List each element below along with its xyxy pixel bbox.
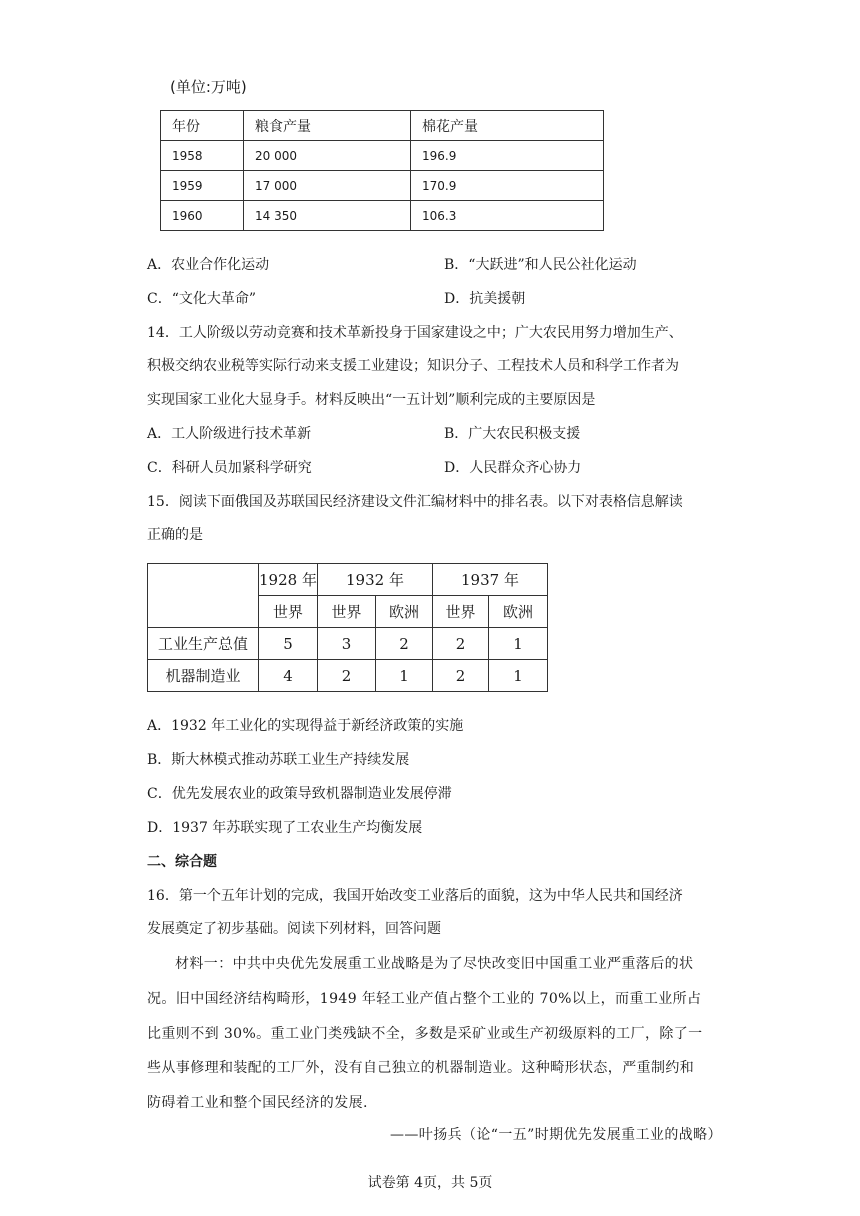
- q15-line: 15．阅读下面俄国及苏联国民经济建设文件汇编材料中的排名表。以下对表格信息解读: [147, 494, 683, 510]
- table-cell: 2: [376, 628, 433, 660]
- table-cell: 1: [489, 628, 548, 660]
- row-label: 机器制造业: [148, 660, 259, 692]
- table-cell: 3: [318, 628, 376, 660]
- table-row: [161, 201, 604, 231]
- material-line: 防碍着工业和整个国民经济的发展.: [147, 1095, 368, 1111]
- table-cell: 2: [318, 660, 376, 692]
- table-header-row: [148, 564, 548, 596]
- table-subheader-cell: 世界: [318, 596, 376, 628]
- material-source: ——叶扬兵（论“一五”时期优先发展重工业的战略）: [390, 1127, 722, 1143]
- q14-option-a: A．工人阶级进行技术革新: [147, 426, 312, 442]
- q15-line: 正确的是: [147, 527, 203, 543]
- table-cell: 4: [259, 660, 318, 692]
- table-header-cell: 年份: [161, 111, 244, 141]
- table-row: [161, 141, 604, 171]
- table-subheader-cell: 世界: [259, 596, 318, 628]
- q13-option-b: B．“大跃进”和人民公社化运动: [444, 257, 637, 273]
- q14-option-d: D．人民群众齐心协力: [444, 460, 582, 476]
- table-cell: 2: [433, 628, 489, 660]
- table-cell: 2: [433, 660, 489, 692]
- table-cell: 1960: [161, 201, 244, 231]
- table-header-cell: 粮食产量: [244, 111, 411, 141]
- row-label: 工业生产总值: [148, 628, 259, 660]
- table-row: [148, 660, 548, 692]
- table-subheader-cell: 世界: [433, 596, 489, 628]
- table-cell: 1: [489, 660, 548, 692]
- table-cell: 1958: [161, 141, 244, 171]
- q15-option-d: D．1937 年苏联实现了工农业生产均衡发展: [147, 820, 423, 836]
- q15-option-b: B．斯大林模式推动苏联工业生产持续发展: [147, 752, 410, 768]
- q13-option-a: A．农业合作化运动: [147, 257, 270, 273]
- production-table: [160, 110, 604, 231]
- q14-line: 积极交纳农业税等实际行动来支援工业建设；知识分子、工程技术人员和科学工作者为: [147, 358, 679, 374]
- section-title: 二、综合题: [147, 854, 217, 870]
- q16-line: 16．第一个五年计划的完成，我国开始改变工业落后的面貌，这为中华人民共和国经济: [147, 888, 683, 904]
- material-line: 材料一：中共中央优先发展重工业战略是为了尽快改变旧中国重工业严重落后的状: [175, 956, 694, 972]
- table-cell: 5: [259, 628, 318, 660]
- table-cell: 196.9: [411, 141, 604, 171]
- q14-option-c: C．科研人员加紧科学研究: [147, 460, 312, 476]
- table-cell: 17 000: [244, 171, 411, 201]
- table-cell: 1959: [161, 171, 244, 201]
- table-row: [161, 171, 604, 201]
- table-header-cell: 1928 年: [259, 564, 318, 596]
- table-unit-label: (单位:万吨): [170, 78, 247, 96]
- table-cell: 106.3: [411, 201, 604, 231]
- table-subheader-cell: 欧洲: [489, 596, 548, 628]
- q15-option-c: C．优先发展农业的政策导致机器制造业发展停滞: [147, 786, 452, 802]
- table-header-row: [161, 111, 604, 141]
- table-cell: 14 350: [244, 201, 411, 231]
- table-cell: 1: [376, 660, 433, 692]
- table-corner-cell: [148, 564, 259, 628]
- q14-line: 14．工人阶级以劳动竞赛和技术革新投身于国家建设之中；广大农民用努力增加生产、: [147, 325, 683, 341]
- q14-option-b: B．广大农民积极支援: [444, 426, 581, 442]
- table-row: [148, 628, 548, 660]
- q14-line: 实现国家工业化大显身手。材料反映出“一五计划”顺利完成的主要原因是: [147, 392, 596, 408]
- q13-option-d: D．抗美援朝: [444, 291, 526, 307]
- material-line: 况。旧中国经济结构畸形，1949 年轻工业产值占整个工业的 70%以上，而重工业所占: [147, 991, 702, 1007]
- q13-option-c: C．“文化大革命”: [147, 291, 257, 307]
- table-header-cell: 1932 年: [318, 564, 433, 596]
- q15-option-a: A．1932 年工业化的实现得益于新经济政策的实施: [147, 718, 464, 734]
- material-line: 比重则不到 30%。重工业门类残缺不全，多数是采矿业或生产初级原料的工厂，除了一: [147, 1026, 703, 1042]
- table-cell: 20 000: [244, 141, 411, 171]
- table-header-cell: 棉花产量: [411, 111, 604, 141]
- table-subheader-cell: 欧洲: [376, 596, 433, 628]
- table-header-cell: 1937 年: [433, 564, 548, 596]
- q16-line: 发展奠定了初步基础。阅读下列材料，回答问题: [147, 921, 441, 937]
- material-line: 些从事修理和装配的工厂外，没有自己独立的机器制造业。这种畸形状态，严重制约和: [147, 1060, 695, 1076]
- page-footer: 试卷第 4页，共 5页: [367, 1175, 493, 1191]
- table-cell: 170.9: [411, 171, 604, 201]
- ranking-table: [147, 563, 548, 692]
